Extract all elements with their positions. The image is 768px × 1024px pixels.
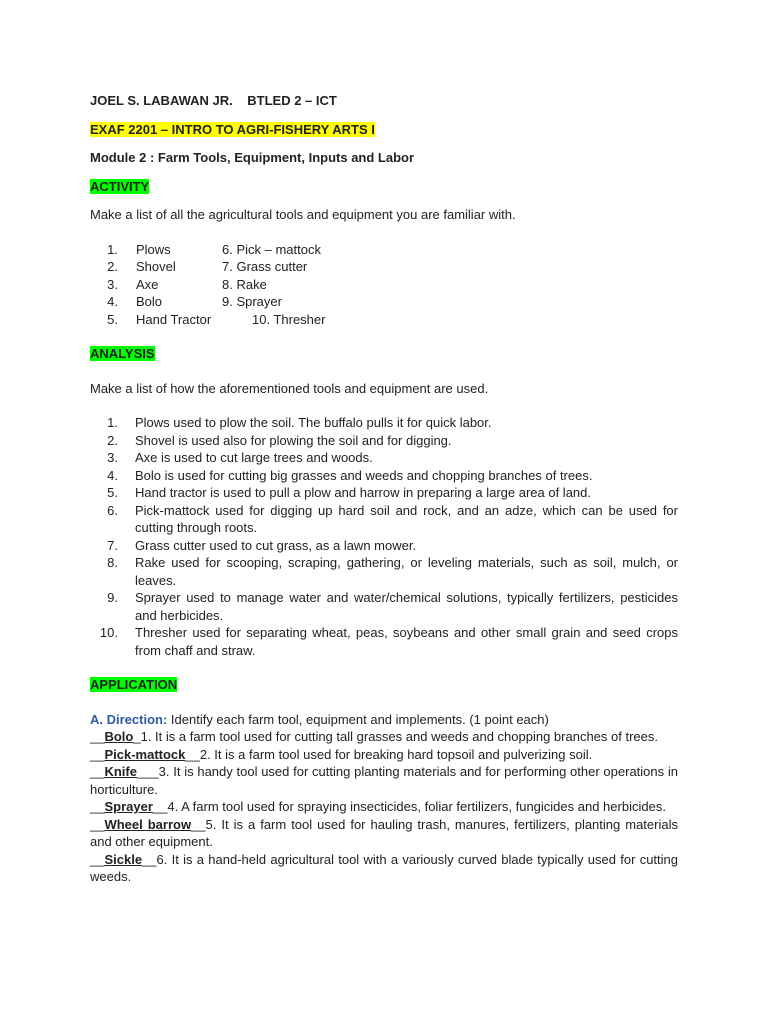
question-text: __4. A farm tool used for spraying insecticides, foliar fertilizers, fungicides and herbicides. — [152, 799, 666, 814]
answer-text: Sickle — [104, 851, 143, 867]
question-text: __6. It is a hand-held agricultural tool with a variously curved blade typically used for cutting weeds. — [90, 851, 678, 884]
list-item — [90, 502, 678, 537]
author-line — [90, 92, 678, 110]
direction-text: Identify each farm tool, equipment and implements. (1 point each) — [167, 711, 549, 727]
question-text: _1. It is a farm tool used for cutting tall grasses and weeds and chopping branches of trees. — [133, 729, 658, 744]
list-number: 2. — [107, 259, 118, 274]
list-text: Shovel is used also for plowing the soil and for digging. — [135, 432, 452, 448]
list-number: 1. — [107, 415, 118, 430]
answer-text: Bolo — [104, 729, 134, 744]
list-item — [90, 241, 678, 259]
application-list — [90, 728, 678, 886]
list-text: Grass cutter used to cut grass, as a lawn mower. — [135, 537, 417, 553]
list-item — [90, 537, 678, 555]
tool-name: Shovel — [136, 259, 176, 274]
analysis-heading — [90, 345, 678, 363]
activity-heading-text: ACTIVITY — [90, 178, 150, 194]
course-title-text: EXAF 2201 – INTRO TO AGRI-FISHERY ARTS I — [90, 121, 375, 137]
activity-list — [90, 241, 678, 329]
list-text: Hand tractor is used to pull a plow and harrow in preparing a large area of land. — [135, 485, 591, 500]
list-number: 9. — [107, 590, 118, 605]
direction-line — [90, 711, 678, 729]
list-item — [90, 311, 678, 329]
list-number: 3. — [107, 450, 118, 465]
tool-name: Bolo — [136, 294, 163, 309]
list-item — [90, 467, 678, 485]
list-text: Rake used for scooping, scraping, gathering, or leveling materials, such as soil, mulch, or leaves. — [135, 555, 678, 588]
author-name: JOEL S. LABAWAN JR. — [90, 93, 233, 108]
list-text: Axe is used to cut large trees and woods. — [135, 450, 373, 465]
application-heading-text: APPLICATION — [90, 677, 178, 692]
tool-name: 9. Sprayer — [222, 294, 282, 309]
question-item — [90, 816, 678, 851]
list-item — [90, 293, 678, 311]
tool-name: Hand Tractor — [136, 311, 212, 327]
list-number: 10. — [99, 625, 118, 640]
list-text: Sprayer used to manage water and water/chemical solutions, typically fertilizers, pesticides and herbicides. — [135, 590, 678, 623]
blank-prefix: __ — [90, 729, 105, 744]
analysis-instruction: Make a list of how the aforementioned tools and equipment are used. — [90, 380, 489, 396]
list-item — [90, 432, 678, 450]
blank-prefix: __ — [90, 764, 105, 779]
list-number: 8. — [107, 555, 118, 570]
list-number: 5. — [107, 485, 118, 500]
list-number: 6. — [107, 502, 118, 518]
tool-name: Axe — [136, 276, 159, 292]
question-text: __2. It is a farm tool used for breaking hard topsoil and pulverizing soil. — [185, 746, 593, 762]
program-name: BTLED 2 – ICT — [247, 93, 337, 108]
tool-name: 8. Rake — [222, 276, 267, 292]
answer-text: Knife — [104, 764, 137, 779]
list-number: 5. — [107, 311, 118, 327]
list-number: 3. — [107, 276, 118, 292]
question-text: ___3. It is handy tool used for cutting planting materials and for performing other operations in horticulture. — [90, 764, 678, 797]
list-number: 1. — [107, 241, 118, 257]
question-item — [90, 763, 678, 798]
blank-prefix: __ — [90, 799, 105, 814]
course-title — [90, 121, 678, 139]
answer-text: Pick-mattock — [104, 746, 186, 762]
application-heading — [90, 676, 678, 694]
list-number: 4. — [107, 467, 118, 483]
list-item — [90, 276, 678, 294]
list-item — [90, 589, 678, 624]
answer-text: Sprayer — [104, 799, 153, 814]
list-text: Pick-mattock used for digging up hard soil and rock, and an adze, which can be used for cutting through roots. — [135, 502, 678, 535]
answer-text: Wheel barrow — [104, 816, 192, 832]
direction-label: A. Direction: — [90, 711, 168, 727]
blank-prefix: __ — [90, 816, 105, 832]
question-item — [90, 728, 678, 746]
analysis-list — [90, 414, 678, 659]
list-item — [90, 414, 678, 432]
tool-name: 6. Pick – mattock — [222, 241, 321, 257]
list-item — [90, 624, 678, 659]
list-item — [90, 449, 678, 467]
list-item — [90, 554, 678, 589]
blank-prefix: __ — [90, 851, 105, 867]
list-number: 2. — [107, 432, 118, 448]
list-item — [90, 484, 678, 502]
tool-name: Plows — [136, 241, 171, 257]
activity-heading — [90, 178, 678, 196]
question-item — [90, 851, 678, 886]
module-title: Module 2 : Farm Tools, Equipment, Inputs and Labor — [90, 150, 415, 165]
list-text: Plows used to plow the soil. The buffalo pulls it for quick labor. — [135, 415, 492, 430]
list-text: Bolo is used for cutting big grasses and weeds and chopping branches of trees. — [135, 467, 593, 483]
blank-prefix: __ — [90, 746, 105, 762]
tool-name: 7. Grass cutter — [222, 259, 308, 274]
list-number: 7. — [107, 537, 118, 553]
list-text: Thresher used for separating wheat, peas, soybeans and other small grain and seed crops from chaff and straw. — [135, 625, 678, 658]
list-number: 4. — [107, 294, 118, 309]
question-item — [90, 798, 678, 816]
question-item — [90, 746, 678, 764]
list-item — [90, 258, 678, 276]
activity-instruction: Make a list of all the agricultural tools and equipment you are familiar with. — [90, 207, 516, 222]
analysis-heading-text: ANALYSIS — [90, 346, 155, 361]
document-page — [90, 92, 678, 886]
question-text: __5. It is a farm tool used for hauling trash, manures, fertilizers, planting materials and other equipment. — [90, 816, 678, 849]
tool-name: 10. Thresher — [252, 311, 326, 327]
